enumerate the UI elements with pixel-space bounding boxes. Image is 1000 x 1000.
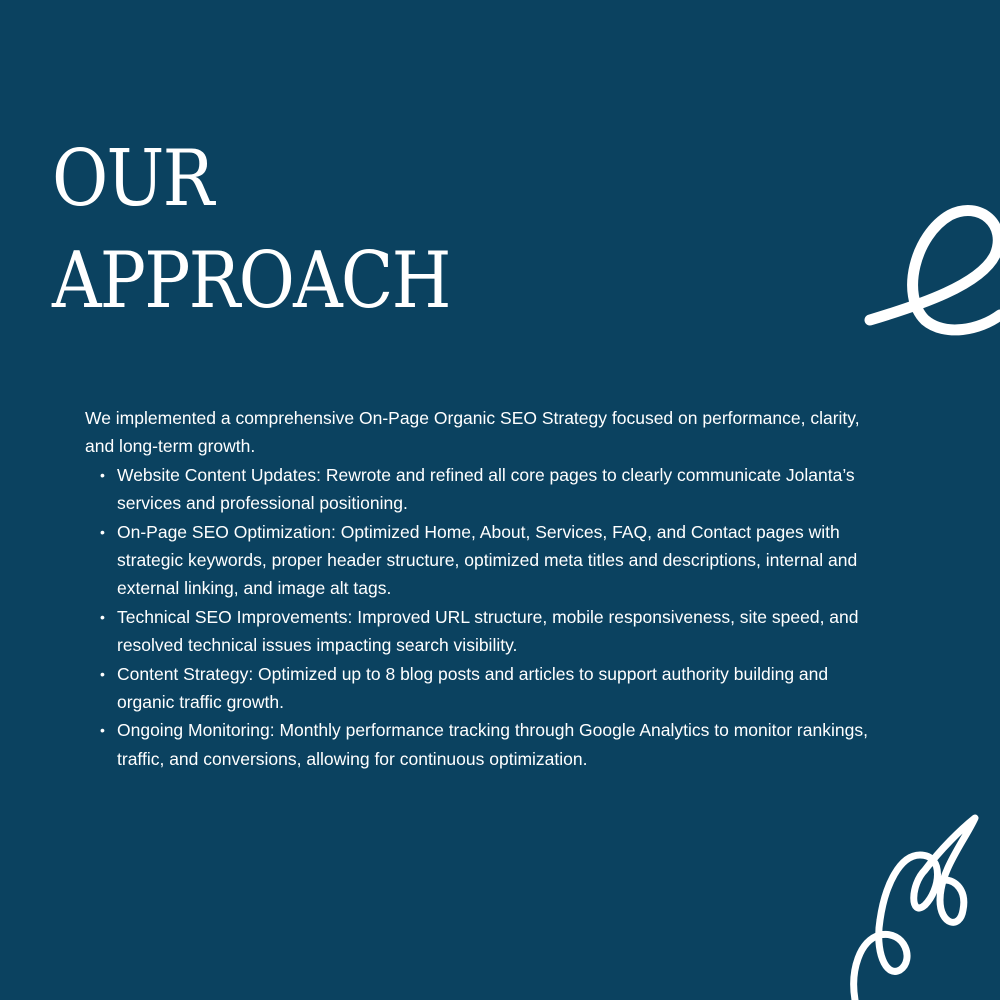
title-line-1: OUR [52, 134, 213, 224]
intro-paragraph: We implemented a comprehensive On-Page Organic SEO Strategy focused on performance, clarity, and long-term growth. [85, 408, 860, 457]
page-title [52, 128, 450, 332]
cursive-loop-swirl-icon [845, 810, 1000, 1000]
list-item: • Technical SEO Improvements: Improved URL structure, mobile responsiveness, site speed, and resolved technical issues impacting search visibility. [117, 603, 885, 660]
cursive-e-swirl-icon [860, 195, 1000, 345]
list-item: • Ongoing Monitoring: Monthly performance tracking through Google Analytics to monitor rankings, traffic, and conversions, allowing for continuous optimization. [117, 716, 885, 773]
list-item: • Content Strategy: Optimized up to 8 blog posts and articles to support authority building and organic traffic growth. [117, 660, 885, 717]
approach-content [85, 404, 885, 773]
list-item: • On-Page SEO Optimization: Optimized Home, About, Services, FAQ, and Contact pages with strategic keywords, proper header structure, optimized meta titles and descriptions, internal and external linking, and image alt tags. [117, 518, 885, 603]
list-item: • Website Content Updates: Rewrote and refined all core pages to clearly communicate Jolanta’s services and professional positioning. [117, 461, 885, 518]
approach-list [85, 461, 885, 773]
title-line-2: APPROACH [52, 236, 450, 326]
